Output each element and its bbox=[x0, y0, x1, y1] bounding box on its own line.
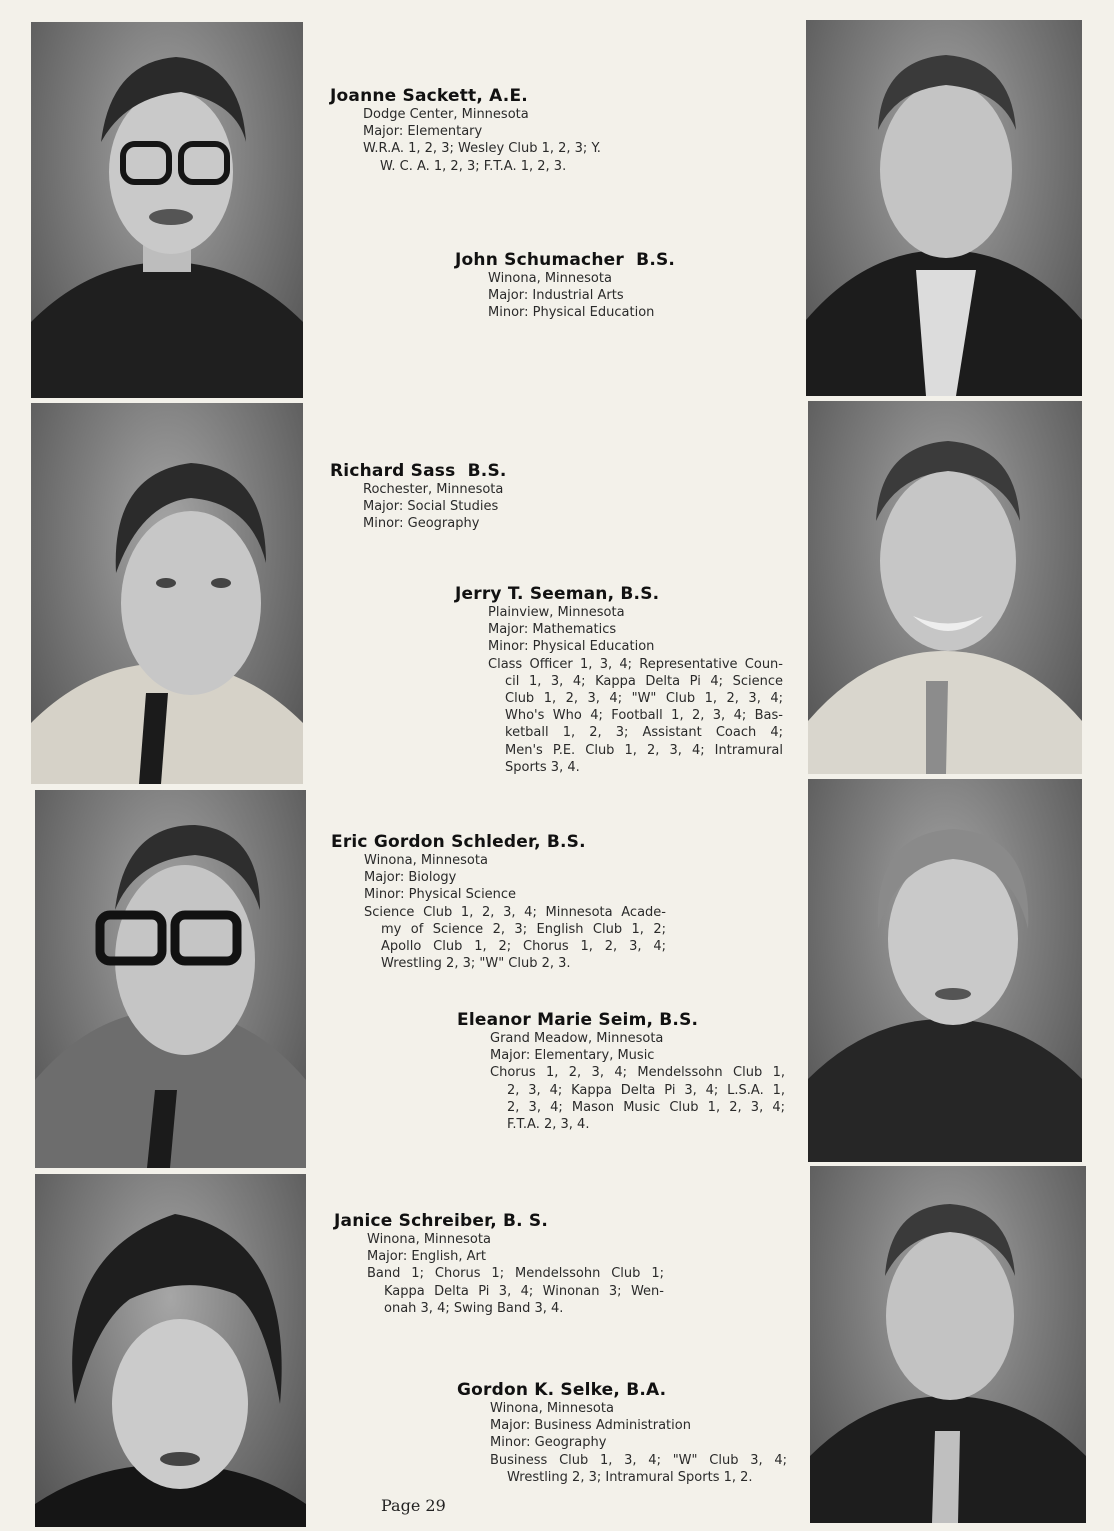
major: Major: Social Studies bbox=[363, 499, 499, 515]
minor: Minor: Physical Education bbox=[488, 305, 655, 321]
minor: Minor: Geography bbox=[490, 1435, 607, 1451]
activities-line: my of Science 2, 3; English Club 1, 2; bbox=[381, 921, 666, 937]
minor: Minor: Physical Science bbox=[364, 887, 517, 903]
portrait-eric-gordon-schleder bbox=[35, 790, 306, 1168]
portrait-john-schumacher bbox=[806, 20, 1082, 396]
student-name: Jerry T. Seeman, B.S. bbox=[455, 584, 660, 604]
activities bbox=[457, 1064, 785, 1133]
page-number: Page 29 bbox=[381, 1496, 446, 1515]
activities-line: Who's Who 4; Football 1, 2, 3, 4; Bas- bbox=[505, 708, 783, 724]
entry-john-schumacher bbox=[455, 250, 785, 322]
activities bbox=[455, 656, 783, 776]
activities-line: Wrestling 2, 3; "W" Club 2, 3. bbox=[381, 956, 571, 972]
entry-eric-gordon-schleder bbox=[331, 832, 666, 972]
entry-richard-sass bbox=[330, 461, 630, 533]
student-name: John Schumacher B.S. bbox=[455, 250, 676, 270]
activities-line: Apollo Club 1, 2; Chorus 1, 2, 3, 4; bbox=[381, 939, 666, 955]
activities bbox=[334, 1265, 664, 1317]
hometown: Winona, Minnesota bbox=[367, 1232, 491, 1247]
portrait-janice-schreiber bbox=[35, 1174, 306, 1527]
hometown: Plainview, Minnesota bbox=[488, 605, 625, 620]
hometown: Dodge Center, Minnesota bbox=[363, 107, 529, 122]
activities-line: W. C. A. 1, 2, 3; F.T.A. 1, 2, 3. bbox=[380, 158, 567, 174]
student-name: Eleanor Marie Seim, B.S. bbox=[457, 1010, 699, 1030]
portrait-gordon-k-selke bbox=[810, 1166, 1086, 1523]
hometown: Rochester, Minnesota bbox=[363, 482, 504, 497]
portrait-eleanor-marie-seim bbox=[808, 779, 1082, 1162]
student-name: Janice Schreiber, B. S. bbox=[334, 1211, 549, 1231]
major: Major: English, Art bbox=[367, 1249, 486, 1265]
activities-line: Business Club 1, 3, 4; "W" Club 3, 4; bbox=[490, 1452, 787, 1468]
activities-line: 2, 3, 4; Mason Music Club 1, 2, 3, 4; bbox=[507, 1099, 785, 1115]
activities bbox=[457, 1452, 787, 1486]
major: Major: Industrial Arts bbox=[488, 288, 624, 304]
activities-line: cil 1, 3, 4; Kappa Delta Pi 4; Science bbox=[505, 673, 783, 689]
activities bbox=[331, 904, 666, 973]
entry-eleanor-marie-seim bbox=[457, 1010, 785, 1133]
activities-line: Wrestling 2, 3; Intramural Sports 1, 2. bbox=[507, 1469, 753, 1485]
student-name: Eric Gordon Schleder, B.S. bbox=[331, 832, 586, 852]
activities-line: Science Club 1, 2, 3, 4; Minnesota Acade- bbox=[364, 904, 666, 920]
portrait-jerry-t-seeman bbox=[808, 401, 1082, 774]
activities-line: Chorus 1, 2, 3, 4; Mendelssohn Club 1, bbox=[490, 1065, 785, 1081]
activities-line: Class Officer 1, 3, 4; Representative Coun- bbox=[488, 656, 783, 672]
entry-janice-schreiber bbox=[334, 1211, 664, 1317]
entry-gordon-k-selke bbox=[457, 1380, 787, 1486]
activities-line: Kappa Delta Pi 3, 4; Winonan 3; Wen- bbox=[384, 1283, 664, 1299]
student-name: Richard Sass B.S. bbox=[330, 461, 507, 481]
major: Major: Business Administration bbox=[490, 1418, 691, 1434]
portrait-joanne-sackett bbox=[31, 22, 303, 398]
activities-line: W.R.A. 1, 2, 3; Wesley Club 1, 2, 3; Y. bbox=[363, 141, 601, 157]
activities-line: Men's P.E. Club 1, 2, 3, 4; Intramural bbox=[505, 742, 783, 758]
activities-line: ketball 1, 2, 3; Assistant Coach 4; bbox=[505, 725, 783, 741]
major: Major: Elementary bbox=[363, 124, 483, 140]
portrait-richard-sass bbox=[31, 403, 303, 784]
activities-line: Club 1, 2, 3, 4; "W" Club 1, 2, 3, 4; bbox=[505, 691, 783, 707]
major: Major: Elementary, Music bbox=[490, 1048, 655, 1064]
activities-line: 2, 3, 4; Kappa Delta Pi 3, 4; L.S.A. 1, bbox=[507, 1082, 785, 1098]
major: Major: Mathematics bbox=[488, 622, 617, 638]
activities-line: onah 3, 4; Swing Band 3, 4. bbox=[384, 1300, 564, 1316]
hometown: Winona, Minnesota bbox=[490, 1401, 614, 1416]
activities-line: Band 1; Chorus 1; Mendelssohn Club 1; bbox=[367, 1266, 664, 1282]
student-name: Joanne Sackett, A.E. bbox=[330, 86, 528, 106]
hometown: Winona, Minnesota bbox=[488, 271, 612, 286]
hometown: Winona, Minnesota bbox=[364, 853, 488, 868]
activities bbox=[330, 140, 710, 174]
activities-line: F.T.A. 2, 3, 4. bbox=[507, 1117, 590, 1133]
hometown: Grand Meadow, Minnesota bbox=[490, 1031, 664, 1046]
minor: Minor: Physical Education bbox=[488, 639, 655, 655]
activities-line: Sports 3, 4. bbox=[505, 759, 580, 775]
entry-jerry-t-seeman bbox=[455, 584, 783, 776]
entry-joanne-sackett bbox=[330, 86, 710, 175]
student-name: Gordon K. Selke, B.A. bbox=[457, 1380, 667, 1400]
minor: Minor: Geography bbox=[363, 516, 480, 532]
major: Major: Biology bbox=[364, 870, 457, 886]
